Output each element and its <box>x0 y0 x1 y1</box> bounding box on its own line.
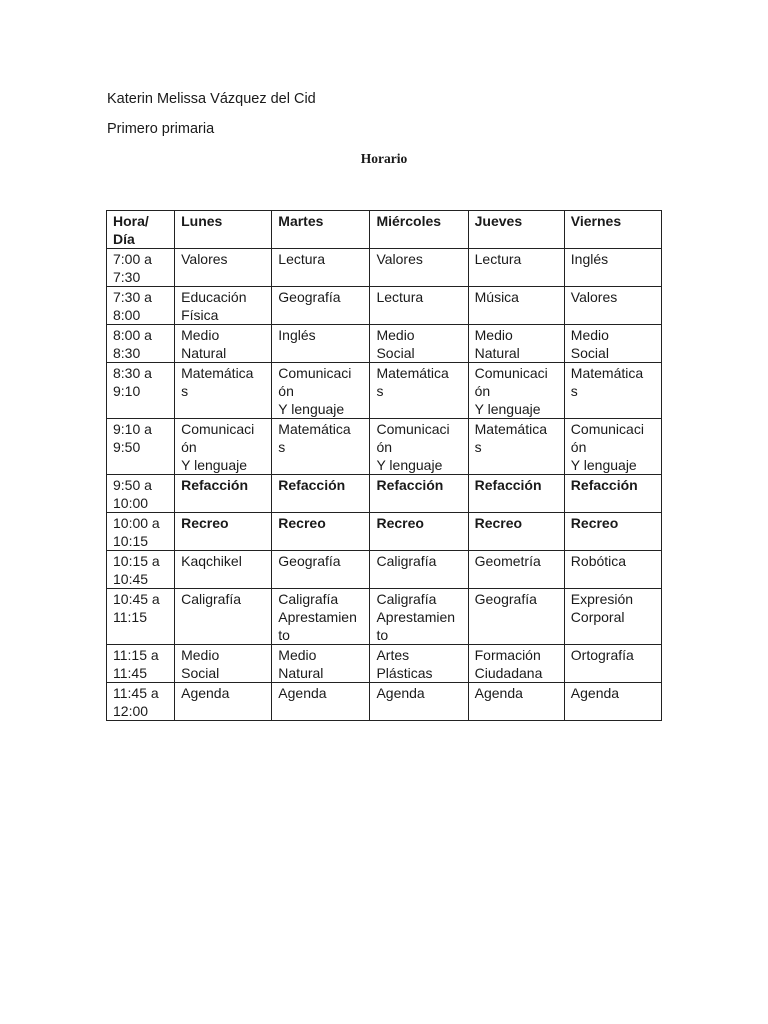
time-slot-cell: 10:15 a 10:45 <box>107 551 175 589</box>
subject-cell: Recreo <box>370 513 468 551</box>
subject-cell: Caligrafía Aprestamien to <box>370 589 468 645</box>
time-slot-cell: 9:10 a 9:50 <box>107 419 175 475</box>
time-slot-cell: 11:15 a 11:45 <box>107 645 175 683</box>
subject-cell: Geometría <box>468 551 564 589</box>
document-title: Horario <box>360 151 408 166</box>
subject-cell: Medio Natural <box>272 645 370 683</box>
subject-cell: Geografía <box>272 551 370 589</box>
subject-cell: Valores <box>175 249 272 287</box>
subject-cell: Medio Social <box>175 645 272 683</box>
table-row <box>107 683 662 721</box>
subject-cell: Matemática s <box>175 363 272 419</box>
subject-cell: Comunicaci ón Y lenguaje <box>468 363 564 419</box>
subject-cell: Matemática s <box>370 363 468 419</box>
subject-cell: Inglés <box>272 325 370 363</box>
subject-cell: Agenda <box>564 683 661 721</box>
table-row <box>107 513 662 551</box>
table-row <box>107 287 662 325</box>
time-slot-cell: 7:30 a 8:00 <box>107 287 175 325</box>
subject-cell: Valores <box>370 249 468 287</box>
subject-cell: Educación Física <box>175 287 272 325</box>
time-slot-cell: 8:00 a 8:30 <box>107 325 175 363</box>
header-row <box>107 211 662 249</box>
header-lunes: Lunes <box>175 211 272 249</box>
subject-cell: Lectura <box>272 249 370 287</box>
subject-cell: Recreo <box>564 513 661 551</box>
subject-cell: Comunicaci ón Y lenguaje <box>370 419 468 475</box>
subject-cell: Caligrafía <box>175 589 272 645</box>
subject-cell: Agenda <box>370 683 468 721</box>
time-slot-cell: 8:30 a 9:10 <box>107 363 175 419</box>
author-name: Katerin Melissa Vázquez del Cid <box>107 91 316 107</box>
subject-cell: Medio Natural <box>468 325 564 363</box>
subject-cell: Música <box>468 287 564 325</box>
table-row <box>107 589 662 645</box>
subject-cell: Robótica <box>564 551 661 589</box>
subject-cell: Refacción <box>175 475 272 513</box>
subject-cell: Refacción <box>468 475 564 513</box>
subject-cell: Refacción <box>272 475 370 513</box>
subject-cell: Matemática s <box>564 363 661 419</box>
subject-cell: Agenda <box>468 683 564 721</box>
subject-cell: Comunicaci ón Y lenguaje <box>272 363 370 419</box>
table-row <box>107 325 662 363</box>
subject-cell: Caligrafía <box>370 551 468 589</box>
subject-cell: Lectura <box>468 249 564 287</box>
header-hora-dia: Hora/ Día <box>107 211 175 249</box>
subject-cell: Valores <box>564 287 661 325</box>
subject-cell: Kaqchikel <box>175 551 272 589</box>
subject-cell: Medio Social <box>370 325 468 363</box>
subject-cell: Medio Social <box>564 325 661 363</box>
subject-cell: Refacción <box>370 475 468 513</box>
schedule-table <box>106 210 662 721</box>
subject-cell: Artes Plásticas <box>370 645 468 683</box>
header-miercoles: Miércoles <box>370 211 468 249</box>
subject-cell: Formación Ciudadana <box>468 645 564 683</box>
header-martes: Martes <box>272 211 370 249</box>
subject-cell: Comunicaci ón Y lenguaje <box>564 419 661 475</box>
time-slot-cell: 10:00 a 10:15 <box>107 513 175 551</box>
table-row <box>107 475 662 513</box>
grade-level: Primero primaria <box>107 121 215 137</box>
header-jueves: Jueves <box>468 211 564 249</box>
subject-cell: Comunicaci ón Y lenguaje <box>175 419 272 475</box>
subject-cell: Recreo <box>468 513 564 551</box>
table-row <box>107 249 662 287</box>
table-row <box>107 363 662 419</box>
schedule-body <box>107 249 662 721</box>
subject-cell: Ortografía <box>564 645 661 683</box>
time-slot-cell: 10:45 a 11:15 <box>107 589 175 645</box>
subject-cell: Agenda <box>272 683 370 721</box>
subject-cell: Recreo <box>175 513 272 551</box>
subject-cell: Caligrafía Aprestamien to <box>272 589 370 645</box>
subject-cell: Agenda <box>175 683 272 721</box>
subject-cell: Lectura <box>370 287 468 325</box>
subject-cell: Geografía <box>272 287 370 325</box>
subject-cell: Refacción <box>564 475 661 513</box>
subject-cell: Expresión Corporal <box>564 589 661 645</box>
subject-cell: Medio Natural <box>175 325 272 363</box>
subject-cell: Recreo <box>272 513 370 551</box>
subject-cell: Inglés <box>564 249 661 287</box>
subject-cell: Matemática s <box>272 419 370 475</box>
table-row <box>107 551 662 589</box>
table-row <box>107 419 662 475</box>
subject-cell: Matemática s <box>468 419 564 475</box>
time-slot-cell: 11:45 a 12:00 <box>107 683 175 721</box>
time-slot-cell: 9:50 a 10:00 <box>107 475 175 513</box>
header-viernes: Viernes <box>564 211 661 249</box>
table-row <box>107 645 662 683</box>
subject-cell: Geografía <box>468 589 564 645</box>
time-slot-cell: 7:00 a 7:30 <box>107 249 175 287</box>
